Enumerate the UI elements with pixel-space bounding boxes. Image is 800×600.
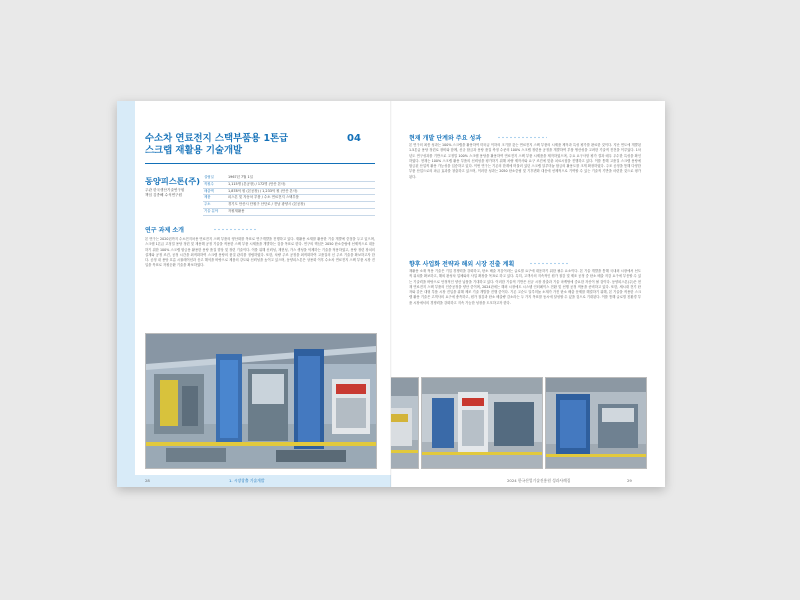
section-heading-strategy: 향후 사업화 전략과 해외 시장 진출 계획 xyxy=(409,261,515,268)
info-value: 자원재활용 xyxy=(227,208,375,215)
machine-photo-left xyxy=(391,377,419,469)
section-body-progress: 본 연구의 최종 성과는 100% 스크랩을 활용하여 미터급 이하의 크기를 갖는 연료전지 스택 부품의 시제품 제작과 특성 평가를 완료한 것이다. 지난 연도에 개발된 1.5톤급 용탕 정련로 장비와 함께, 신규 합금과 용탕 품질 측정 수준의 100% 스크랩 정련용 공정을 개발하여 부품 생산성을 고려한 기술적 진전을 이루었다. 1차년도 연구성과를 기반으로 고정밀 100% 스크랩 용탕을 활용하여 연료전지 스택 부품 시제품을 제작하였으며, 주요 요구사항 평가 결과 매우 우수한 특성을 확인하였다. 현재는 100% 스크랩 활용 부품의 신뢰성을 평가하기 위해 차량 제작사와 요구 조건에 맞춘 치료시험을 진행하고 있다. 이를 통해 고품질 스크랩 용탕에 합금된 산업적 활용 가능성을 입증하고 있다. 이번 연구는 기존의 한계에 머물러 있던 스크랩 알루미늄 합금의 활용도를 크게 확장하였다. 주조 공정을 통해 다양한 부품 산업으로의 파급 효과를 창출하고 있으며, 이러한 성과는 2050 탄소중립 및 기후변화 대응에 선제적으로 기여할 수 있는 기술적 기반을 마련한 것으로 평가된다. xyxy=(409,143,641,179)
right-page xyxy=(391,101,665,487)
chapter-number: 04 xyxy=(347,133,361,144)
article-title: 수소차 연료전지 스택부품용 1톤급 스크랩 재활용 기술개발 xyxy=(145,133,289,156)
factory-photo xyxy=(145,333,377,469)
left-page xyxy=(117,101,391,487)
left-running-section: 1. 시장창출 기술개발 xyxy=(229,478,265,483)
right-page-number: 29 xyxy=(627,478,632,483)
heading-dots xyxy=(529,262,569,265)
section-heading-progress: 현재 개발 단계와 주요 성과 xyxy=(409,135,482,142)
company-name: 동양피스톤(주) xyxy=(145,176,200,186)
info-row xyxy=(203,195,375,202)
heading-dots xyxy=(497,136,547,139)
info-value: 경기도 안산시 단원구 산단로 / 전남 광양시 (본공장) xyxy=(227,202,375,209)
machine-photo-center xyxy=(421,377,543,469)
info-key: 매출액 xyxy=(203,188,227,195)
info-key: 주소 xyxy=(203,202,227,209)
info-row xyxy=(203,202,375,209)
company-subtitle: 주관 한국생산기술연구원 책임 김종해 수석연구원 xyxy=(145,188,185,197)
right-running-title: 2024 한국산업기술진흥원 성과사례집 xyxy=(507,478,571,483)
info-row xyxy=(203,208,375,215)
info-key: 직원수 xyxy=(203,181,227,188)
left-margin-band xyxy=(117,101,135,487)
info-value: 1967년 7월 1일 xyxy=(227,175,375,181)
info-value: 피스톤 및 자동차 부품 / 수소 연료전지 스택부품 xyxy=(227,195,375,202)
brochure-spread xyxy=(117,101,665,487)
section-body-strategy: 재활용 소재 적용 기술은 기업 경쟁력을 강화하고, 탄소 배출 저감이라는 글로벌 요구에 대응하기 위한 필수 요소이다. 본 기술 개발을 통해 국내외 시장에서 선도적 위치를 확보하고, 해외 완성차 업체와의 사업 확장을 목표로 하고 있다. 특히, 고객사의 지속적인 원가 절감 및 제조 공정 중 탄소 배출 저감 요구에 부응할 수 있는 기술력을 바탕으로 안정적인 양산 납품을 기대하고 있다. 이러한 기술적 기반은 신규 시장 창출과 기술 마케팅에 중요한 자산이 될 것이다. 동양피스톤(주)은 현재 연료전지 스택 부품의 인증공정을 양산 중이며, 2024년에는 해외 시장에도 시스템 인터페이스 전환 및 선행 공정 적용을 준비하고 있다. 또한, 세시대 전기 탄자와 같은 대형 부품 시장 진입을 위해 제조 기술 개발을 진행 중이다. 기존 고순도 알루미늄 소재가 가진 탄소 배출 문제를 해결하기 위해, 본 기술을 적용한 스크랩 활용 기술은 고객사의 요구에 충족하고, 원가 절감과 탄소 배출량 감소라는 두 가지 목표를 동시에 달성할 수 있을 것으로 기대된다. 이를 통해 글로벌 친환경 부품 시장에서의 경쟁력을 강화하고 지속 가능한 성장을 도모하고자 한다. xyxy=(409,269,641,305)
info-key: 설립일 xyxy=(203,175,227,181)
info-row xyxy=(203,181,375,188)
title-divider xyxy=(145,163,375,164)
info-key: 제품 xyxy=(203,195,227,202)
section-heading-intro: 연구 과제 소개 xyxy=(145,227,184,234)
company-info-table xyxy=(203,175,375,216)
info-row xyxy=(203,188,375,195)
machine-photo-right xyxy=(545,377,647,469)
info-key: 기술 분야 xyxy=(203,208,227,215)
info-value: 1,115명 (본공장) / 172명 (안산 본사) xyxy=(227,181,375,188)
left-page-number: 28 xyxy=(145,478,150,483)
info-value: 1,878억 원 (본공장) / 1,233억 원 (안산 본사) xyxy=(227,188,375,195)
heading-dots xyxy=(213,228,257,231)
section-body-intro: 본 연구는 2020년까지 수소전지차용 연료전지 스택 부품의 양산화를 목표로 연구개발을 진행하고 있다. 재활용 소재를 활용한 기술 개발에 중점을 두고 있으며, 스크랩 1톤급 고정밀 용탕 정련 및 재용해 공정 기술을 적용한 스택 부품 시제품을 개발하는 것을 목표로 한다. 연구의 핵심은 2050 탄소중립에 선제적으로 대응하기 위한 100% 스크랩 합금용 활용한 용탕 품질 향상 및 정련 기술이다. 이를 위해 신뢰성, 재현성, 가스 생성을 억제하는 기술을 적용하였고, 용탕 정련 장치의 설계와 공정 조건, 공정 시간을 최적화하여 스크랩 용탕의 품질 관리를 정립하였다. 또한, 차량 주조 공정을 최적화하여 고품질의 신 주조 기술을 확보하고자 한다. 공정 내 용탕 흐름 시뮬레이션과 응고 해석을 바탕으로 제품의 강도와 신뢰성을 높이고 있으며, 동양피스톤은 상용화 이후 수소차 연료전지 스택 부품 시장 진입을 목표로 자원순환 기술을 확보하였다. xyxy=(145,237,375,268)
